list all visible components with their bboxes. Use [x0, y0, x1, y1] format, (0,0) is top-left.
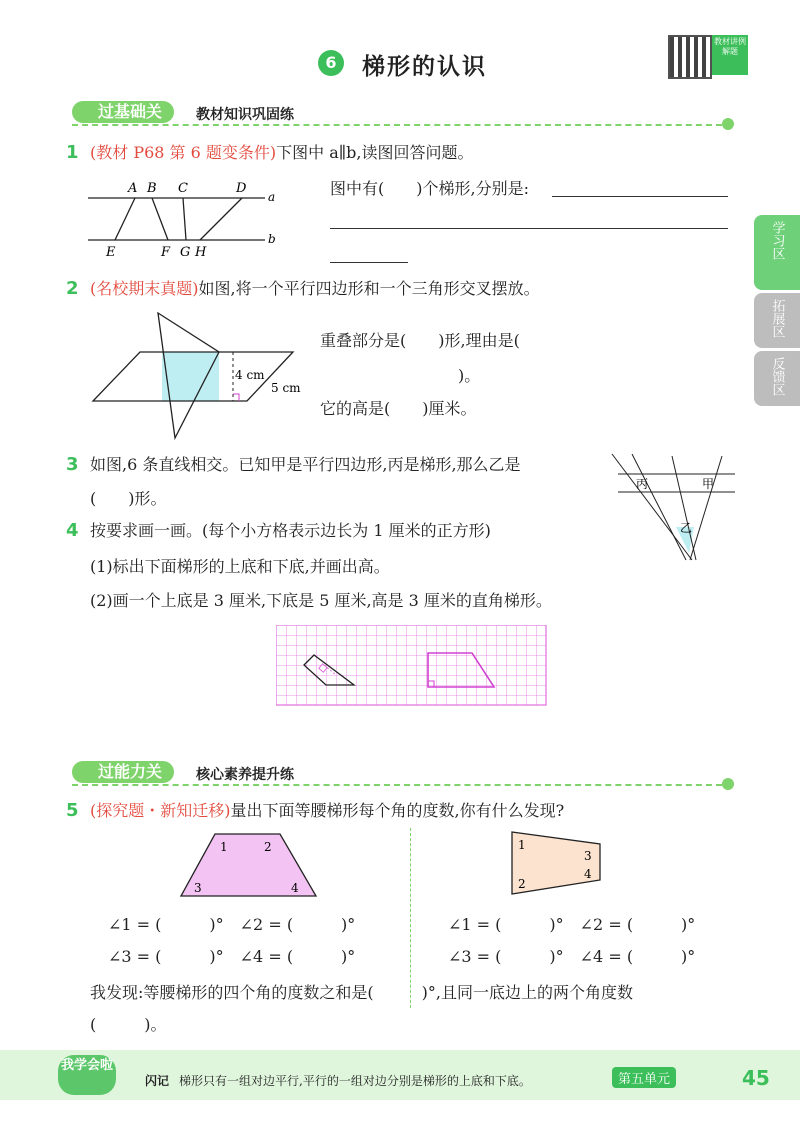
question-1-text: [90, 142, 474, 164]
question-tag: (教材 P68 第 6 题变条件): [90, 143, 277, 162]
side-tab-expand[interactable]: [754, 293, 800, 348]
label-C: C: [178, 181, 188, 196]
label-G: G: [180, 245, 191, 260]
q5-left-row-1: ∠1 = ( )° ∠2 = ( )°: [108, 915, 356, 934]
question-number: 2: [66, 278, 79, 299]
question-2-text: [90, 278, 540, 300]
flower-icon: [722, 118, 734, 130]
question-5-text: [90, 800, 564, 822]
label-line-b: b: [268, 232, 276, 246]
angle-label-1: 1: [518, 838, 526, 852]
angle-label-3: 3: [584, 849, 592, 863]
answer-line[interactable]: [330, 228, 728, 229]
question-tag: (探究题・新知迁移): [90, 801, 231, 820]
question-number: 1: [66, 142, 79, 163]
angle-label-2: 2: [518, 877, 526, 891]
label-jia: 甲: [702, 477, 715, 491]
label-height: 4 cm: [235, 368, 265, 382]
qr-tag: 教材讲例解题: [712, 35, 748, 75]
label-F: F: [161, 245, 171, 260]
footer-note-text: 梯形只有一组对边平行,平行的一组对边分别是梯形的上底和下底。: [179, 1074, 531, 1088]
page-title: 梯形的认识: [362, 54, 487, 80]
question-body: 如图,将一个平行四边形和一个三角形交叉摆放。: [198, 279, 540, 298]
q2-line-2: )。: [458, 366, 481, 385]
label-H: H: [195, 245, 207, 260]
section-subtitle-ability: 核心素养提升练: [196, 767, 294, 783]
q5-discovery-line-1: 我发现:等腰梯形的四个角的度数之和是( )°,且同一底边上的两个角度数: [90, 983, 633, 1002]
label-E: E: [106, 245, 116, 260]
footer-badge: 我学会啦: [58, 1055, 116, 1095]
question-4-sub-2: (2)画一个上底是 3 厘米,下底是 5 厘米,高是 3 厘米的直角梯形。: [90, 591, 552, 610]
q3-six-lines-figure: [610, 452, 740, 567]
question-4-text: 按要求画一画。(每个小方格表示边长为 1 厘米的正方形): [90, 521, 491, 540]
question-number: 4: [66, 520, 79, 541]
answer-line[interactable]: [330, 262, 408, 263]
question-3-line-2: ( )形。: [90, 489, 167, 508]
question-body: 下图中 a∥b,读图回答问题。: [276, 143, 474, 162]
section-divider: [72, 124, 722, 126]
q2-parallelogram-triangle-figure: [85, 308, 310, 443]
footer-note: [145, 1072, 531, 1089]
q5-isosceles-trapezoid-peach: [508, 828, 603, 898]
question-4-sub-1: (1)标出下面梯形的上底和下底,并画出高。: [90, 557, 390, 576]
column-divider: [410, 828, 411, 1008]
q2-line-3: 它的高是( )厘米。: [320, 399, 477, 418]
q5-right-row-1: ∠1 = ( )° ∠2 = ( )°: [448, 915, 696, 934]
question-number: 5: [66, 800, 79, 821]
side-tab-label: 拓展区: [769, 299, 785, 338]
question-body: 量出下面等腰梯形每个角的度数,你有什么发现?: [230, 801, 565, 820]
q4-grid-figure[interactable]: [276, 625, 548, 707]
answer-line[interactable]: [552, 196, 728, 197]
section-subtitle-basic: 教材知识巩固练: [196, 107, 294, 123]
angle-label-1: 1: [220, 840, 228, 854]
angle-label-2: 2: [264, 840, 272, 854]
angle-label-3: 3: [194, 881, 202, 895]
angle-label-4: 4: [584, 867, 592, 881]
side-tab-feedback[interactable]: [754, 351, 800, 406]
question-number: 3: [66, 454, 79, 475]
flower-icon: [722, 778, 734, 790]
side-tab-label: 反馈区: [769, 357, 785, 396]
page-number: 45: [742, 1066, 770, 1090]
q2-line-1: 重叠部分是( )形,理由是(: [320, 331, 520, 350]
section-badge-ability: 过能力关: [72, 761, 174, 783]
q1-parallel-lines-figure: [80, 175, 290, 260]
side-tab-label: 学习区: [769, 221, 785, 260]
side-tab-study[interactable]: [754, 215, 800, 290]
q5-left-row-2: ∠3 = ( )° ∠4 = ( )°: [108, 947, 356, 966]
label-bing: 丙: [636, 477, 649, 491]
label-B: B: [147, 181, 157, 196]
section-divider: [72, 784, 722, 786]
lesson-number-badge: 6: [318, 50, 344, 76]
section-badge-basic: 过基础关: [72, 101, 174, 123]
q5-right-row-2: ∠3 = ( )° ∠4 = ( )°: [448, 947, 696, 966]
label-D: D: [236, 181, 247, 196]
question-3-line-1: 如图,6 条直线相交。已知甲是平行四边形,丙是梯形,那么乙是: [90, 455, 521, 474]
label-side: 5 cm: [271, 381, 301, 395]
qr-code-icon[interactable]: [668, 35, 712, 79]
q5-isosceles-trapezoid-pink: [178, 830, 323, 900]
label-line-a: a: [268, 190, 276, 204]
q1-answer-prompt: 图中有( )个梯形,分别是:: [330, 179, 529, 198]
q5-discovery-line-2: ( )。: [90, 1015, 167, 1034]
angle-label-4: 4: [291, 881, 299, 895]
label-A: A: [128, 181, 138, 196]
footer-note-label: 闪记: [145, 1074, 170, 1088]
unit-tag: 第五单元: [612, 1067, 676, 1088]
label-yi: 乙: [680, 521, 693, 535]
question-tag: (名校期末真题): [90, 279, 199, 298]
